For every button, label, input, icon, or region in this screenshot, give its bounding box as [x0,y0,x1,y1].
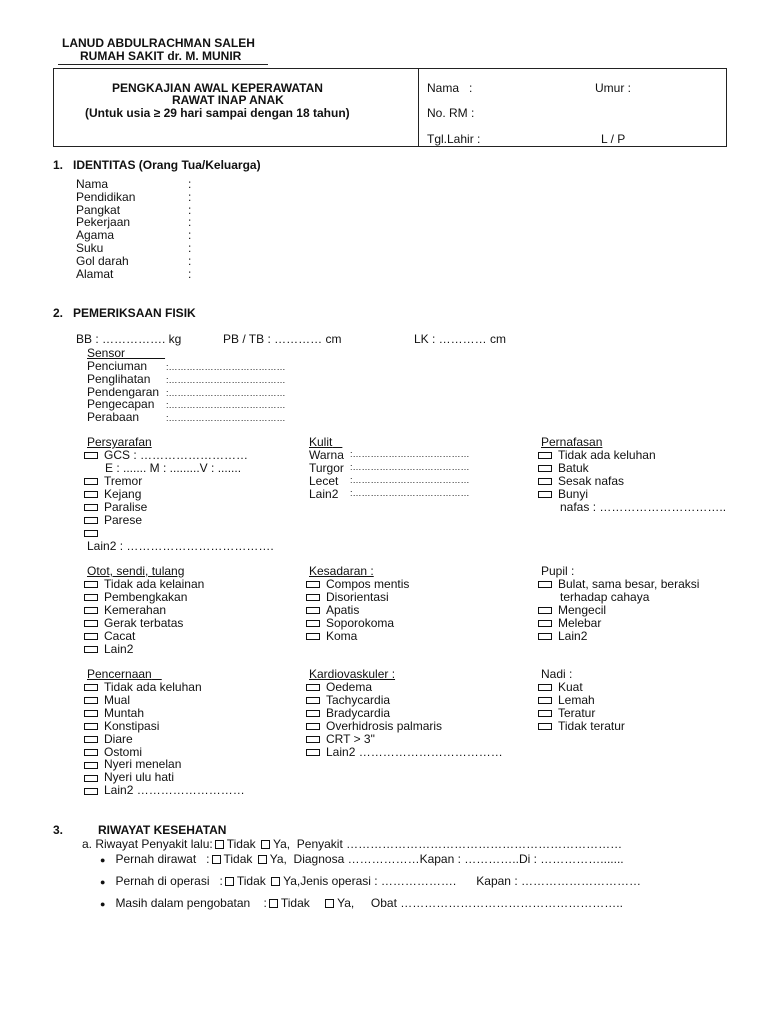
persyarafan-option-label: Parese [104,513,143,527]
identitas-field-label: Nama [76,177,109,191]
bullet-icon: ● [100,855,106,865]
penyakit-field[interactable]: Penyakit …………………………………………………………… [296,837,623,851]
kardiovaskuler-option-label: Bradycardia [326,706,391,720]
kulit-item-field[interactable]: :………………………………… [350,488,470,498]
identitas-field-colon[interactable]: : [188,228,192,243]
checkbox[interactable] [306,697,320,704]
checkbox[interactable] [538,633,552,640]
pernafasan-option[interactable] [538,449,656,462]
otot-option-label: Pembengkakan [104,590,188,604]
checkbox[interactable] [538,491,552,498]
pupil-option-label: Melebar [558,616,602,630]
sensor-item-label: Penciuman [87,359,148,373]
pupil-option-bulat-line2: terhadap cahaya [560,590,650,604]
identitas-field-label: Pangkat [76,202,121,217]
pencernaan-option[interactable] [84,681,202,694]
nadi-option-label: Kuat [558,680,583,694]
otot-option-label: Kemerahan [104,603,167,617]
identitas-field-colon[interactable]: : [188,241,192,255]
identitas-field-label: Alamat [76,266,114,281]
pencernaan-option-label: Diare [104,731,133,746]
bullet-icon: ● [100,877,106,887]
checkbox[interactable] [306,633,320,640]
identitas-field-colon[interactable]: : [188,215,192,230]
checkbox[interactable] [306,620,320,627]
header-divider [418,68,419,147]
pupil-option[interactable] [538,630,587,643]
kulit-item-label: Warna [309,448,344,462]
kulit-item-label: Lecet [309,474,339,488]
checkbox[interactable] [306,581,320,588]
checkbox-ya[interactable] [261,840,270,849]
kesadaran-option-label: Compos mentis [326,577,410,591]
checkbox[interactable] [84,736,98,743]
sensor-item-label: Pendengaran [87,384,160,399]
checkbox-ya[interactable] [325,899,334,908]
otot-option[interactable] [84,643,133,656]
sensor-item-label: Pengecapan [87,397,155,412]
checkbox[interactable] [538,697,552,704]
pupil-option-bulat[interactable]: Bulat, sama besar, beraksi [538,578,699,591]
checkbox[interactable] [84,775,98,782]
pernah-dirawat-row: ● Pernah dirawat : Tidak Ya, Diagnosa ………………Kapan : …………..Di : ……………....... [100,852,624,866]
identitas-field-colon[interactable]: : [188,266,192,281]
header-underline [58,64,268,65]
checkbox[interactable] [306,710,320,717]
nama-field[interactable]: Nama : [427,81,473,95]
checkbox[interactable] [84,517,98,524]
identitas-field-label: Pendidikan [76,189,136,204]
checkbox[interactable] [84,452,98,459]
nadi-option[interactable] [538,720,625,733]
kulit-item-label: Turgor [309,461,344,475]
checkbox-tidak[interactable] [215,840,224,849]
checkbox[interactable] [84,723,98,730]
kulit-title: Kulit [309,435,333,449]
checkbox[interactable] [84,710,98,717]
otot-option-label: Lain2 [104,642,134,656]
checkbox[interactable] [84,762,98,769]
identitas-field-colon[interactable]: : [188,189,192,204]
pencernaan-title: Pencernaan [87,667,152,681]
identitas-field-colon[interactable]: : [188,253,192,268]
bullet-icon: ● [100,899,106,909]
sensor-title: Sensor [87,346,126,360]
checkbox-tidak[interactable] [225,877,234,886]
checkbox[interactable] [84,491,98,498]
org-name: LANUD ABDULRACHMAN SALEH [62,36,255,50]
sensor-item-field[interactable]: :………………………………… [166,387,286,398]
persyarafan-option-label: Tremor [104,474,143,488]
checkbox[interactable] [538,620,552,627]
pencernaan-option-label: Ostomi [104,744,143,759]
checkbox-tidak[interactable] [269,899,278,908]
identitas-field-colon[interactable]: : [188,177,192,191]
checkbox[interactable] [84,530,98,537]
kesadaran-option-label: Apatis [326,603,360,617]
kulit-item-field[interactable]: :………………………………… [350,475,470,485]
form-title-line3: (Untuk usia ≥ 29 hari sampai dengan 18 tahun) [85,106,350,120]
checkbox[interactable] [84,607,98,614]
checkbox-ya[interactable] [258,855,267,864]
pupil-option-label: Lain2 [558,629,588,643]
sensor-item-field[interactable]: :………………………………… [166,362,286,372]
sensor-item-field[interactable]: :………………………………… [166,413,286,424]
kulit-item-field[interactable]: :………………………………… [350,462,470,472]
pernafasan-option-label: Bunyi [558,487,589,501]
pernafasan-option-label: Batuk [558,461,589,475]
checkbox[interactable] [306,607,320,614]
nafas-field[interactable]: nafas : ………………………….. [560,500,727,514]
checkbox[interactable] [84,620,98,627]
form-title-line1: PENGKAJIAN AWAL KEPERAWATAN [112,81,323,95]
kesadaran-option[interactable] [306,630,357,643]
sensor-item-field[interactable]: :………………………………… [166,374,286,385]
pernafasan-title: Pernafasan [541,435,603,449]
persyarafan-option[interactable] [84,514,142,527]
umur-field[interactable]: Umur : [595,81,631,95]
pencernaan-option-label: Konstipasi [104,718,160,733]
kardiovaskuler-option-label: Oedema [326,680,373,694]
section3-number: 3. [53,823,64,837]
checkbox[interactable] [538,478,552,485]
kardiovaskuler-option-label: CRT > 3" [326,732,375,746]
otot-option-label: Cacat [104,629,136,643]
kardiovaskuler-option-label: Lain2 ……………………………… [326,745,503,759]
section2-title: 2. PEMERIKSAAN FISIK [53,306,196,320]
form-title-line2: RAWAT INAP ANAK [172,93,284,107]
otot-option-label: Tidak ada kelainan [104,577,205,591]
pernah-operasi-row: ● Pernah di operasi : Tidak Ya,Jenis operasi : ………………. Kapan : ………………………… [100,874,641,888]
checkbox-tidak[interactable] [212,855,221,864]
identitas-field-label: Gol darah [76,253,129,268]
pupil-title: Pupil : [541,564,575,578]
kardiovaskuler-option-label: Overhidrosis palmaris [326,719,443,733]
pernafasan-option-label: Sesak nafas [558,474,625,488]
persyarafan-option-label: Paralise [104,500,148,514]
kardiovaskuler-option[interactable] [306,746,503,759]
persyarafan-option-label: Kejang [104,487,142,501]
checkbox[interactable] [84,646,98,653]
checkbox[interactable] [538,607,552,614]
checkbox[interactable] [538,465,552,472]
lp-field[interactable]: L / P [601,132,626,146]
emv-row[interactable]: E : ....... M : .........V : ....... [105,461,242,475]
identitas-field-colon[interactable]: : [188,202,192,217]
pupil-option-label: Mengecil [558,603,607,617]
otot-title: Otot, sendi, tulang [87,564,185,578]
sensor-item-label: Perabaan [87,410,140,425]
checkbox[interactable] [84,788,98,795]
identitas-field-label: Suku [76,241,104,255]
otot-option-label: Gerak terbatas [104,616,184,630]
checkbox[interactable] [84,697,98,704]
kapan-field[interactable]: Kapan : ………………………… [476,874,641,888]
gcs-row[interactable]: GCS : ……………………… [84,449,248,462]
pencernaan-option-label: Tidak ada keluhan [104,680,202,694]
pencernaan-option[interactable] [84,784,245,797]
tgl-lahir-field[interactable]: Tgl.Lahir : [427,132,481,146]
norm-field[interactable]: No. RM : [427,106,475,120]
bb-field[interactable]: BB : ……………. kg [76,332,182,346]
nadi-option-label: Tidak teratur [558,719,625,733]
checkbox[interactable] [306,723,320,730]
pencernaan-option-label: Mual [104,692,131,707]
section1-title: 1. IDENTITAS (Orang Tua/Keluarga) [53,158,261,172]
checkbox[interactable] [306,594,320,601]
checkbox[interactable] [538,581,552,588]
nadi-option-label: Teratur [558,706,596,720]
checkbox[interactable] [84,504,98,511]
checkbox[interactable] [84,684,98,691]
identitas-field-label: Agama [76,228,115,243]
checkbox[interactable] [538,452,552,459]
checkbox[interactable] [84,594,98,601]
persyarafan-lain2[interactable]: Lain2 : ………………………………. [87,539,274,553]
checkbox[interactable] [538,684,552,691]
kesadaran-option-label: Soporokoma [326,616,395,630]
checkbox[interactable] [306,749,320,756]
checkbox[interactable] [306,736,320,743]
checkbox-ya[interactable] [271,877,280,886]
identitas-field-label: Pekerjaan [76,215,131,230]
kulit-item-label: Lain2 [309,487,339,501]
kesadaran-option-label: Koma [326,629,358,643]
jenis-operasi-field[interactable]: Ya,Jenis operasi : ………………. [283,874,457,888]
persyarafan-title: Persyarafan [87,435,152,449]
section3-title: RIWAYAT KESEHATAN [98,823,227,837]
checkbox[interactable] [84,478,98,485]
riwayat-penyakit-row: a. Riwayat Penyakit lalu: Tidak Ya, Penyakit …………………………………………………………… [82,837,623,851]
nadi-title: Nadi : [541,667,573,681]
checkbox[interactable] [84,633,98,640]
pencernaan-option-label: Lain2 ……………………… [104,783,245,798]
sensor-item-field[interactable]: :………………………………… [166,400,286,411]
pencernaan-option-label: Nyeri menelan [104,757,182,772]
checkbox[interactable] [84,581,98,588]
kesadaran-option-label: Disorientasi [326,590,389,604]
pbtb-field[interactable]: PB / TB : ………… cm [223,332,342,346]
pencernaan-option-label: Muntah [104,705,145,720]
kulit-item-field[interactable]: :………………………………… [350,449,470,459]
obat-field[interactable]: Obat ……………………………………………….. [370,896,623,910]
kardiovaskuler-option-label: Tachycardia [326,693,391,707]
lk-field[interactable]: LK : ………… cm [414,332,507,346]
checkbox[interactable] [538,723,552,730]
pengobatan-row: ● Masih dalam pengobatan : Tidak Ya, Obat ……………………………………………….. [100,896,623,910]
checkbox[interactable] [306,684,320,691]
diagnosa-field[interactable]: Diagnosa ………………Kapan : …………..Di : ……………....... [293,852,624,866]
checkbox[interactable] [538,710,552,717]
kesadaran-title: Kesadaran : [309,564,374,578]
kardiovaskuler-title: Kardiovaskuler : [309,667,396,681]
hospital-name: RUMAH SAKIT dr. M. MUNIR [80,49,242,63]
pernafasan-option-label: Tidak ada keluhan [558,448,656,462]
sensor-item-label: Penglihatan [87,371,151,386]
pencernaan-option-label: Nyeri ulu hati [104,770,175,785]
checkbox[interactable] [84,749,98,756]
nadi-option-label: Lemah [558,693,595,707]
